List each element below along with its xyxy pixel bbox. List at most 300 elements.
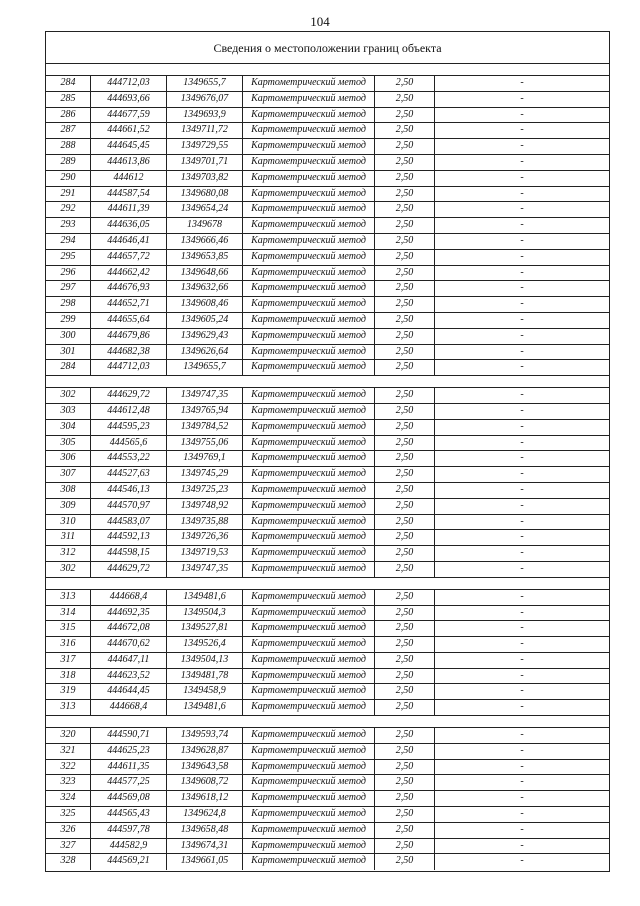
point-number-cell: 313 [46, 590, 91, 605]
description-cell: - [520, 685, 524, 697]
description-cell: - [520, 808, 524, 820]
accuracy-cell: 2,50 [375, 250, 435, 265]
method-cell: Картометрический метод [243, 404, 375, 419]
x-coordinate-cell: 444645,45 [91, 139, 167, 154]
x-coordinate-cell: 444583,07 [91, 515, 167, 530]
method-cell: Картометрический метод [243, 744, 375, 759]
point-number-cell: 315 [46, 621, 91, 636]
x-coordinate-cell: 444629,72 [91, 562, 167, 577]
description-cell: - [520, 298, 524, 310]
table-row [46, 313, 609, 329]
table-row [46, 700, 609, 716]
point-number-cell: 311 [46, 530, 91, 545]
table-row [46, 515, 609, 531]
accuracy-cell: 2,50 [375, 515, 435, 530]
accuracy-cell: 2,50 [375, 139, 435, 154]
table-row [46, 562, 609, 578]
accuracy-cell: 2,50 [375, 202, 435, 217]
table-row [46, 218, 609, 234]
accuracy-cell: 2,50 [375, 218, 435, 233]
method-cell: Картометрический метод [243, 123, 375, 138]
y-coordinate-cell: 1349626,64 [167, 345, 243, 360]
method-cell: Картометрический метод [243, 297, 375, 312]
description-cell: - [520, 77, 524, 88]
table-row [46, 684, 609, 700]
accuracy-cell: 2,50 [375, 499, 435, 514]
accuracy-cell: 2,50 [375, 562, 435, 577]
accuracy-cell: 2,50 [375, 234, 435, 249]
description-cell: - [520, 420, 524, 432]
x-coordinate-cell: 444652,71 [91, 297, 167, 312]
description-cell: - [520, 653, 524, 665]
table-row [46, 329, 609, 345]
point-number-cell: 328 [46, 854, 91, 870]
y-coordinate-cell: 1349653,85 [167, 250, 243, 265]
y-coordinate-cell: 1349618,12 [167, 791, 243, 806]
point-number-cell: 294 [46, 234, 91, 249]
description-cell: - [520, 483, 524, 495]
x-coordinate-cell: 444613,86 [91, 155, 167, 170]
description-cell: - [520, 108, 524, 120]
accuracy-cell: 2,50 [375, 637, 435, 652]
accuracy-cell: 2,50 [375, 155, 435, 170]
description-cell: - [520, 124, 524, 136]
description-cell: - [520, 436, 524, 448]
description-cell: - [520, 499, 524, 511]
description-cell: - [520, 155, 524, 167]
accuracy-cell: 2,50 [375, 807, 435, 822]
y-coordinate-cell: 1349481,6 [167, 590, 243, 605]
accuracy-cell: 2,50 [375, 483, 435, 498]
description-cell: - [520, 329, 524, 341]
accuracy-cell: 2,50 [375, 760, 435, 775]
accuracy-cell: 2,50 [375, 728, 435, 743]
table-row [46, 202, 609, 218]
y-coordinate-cell: 1349628,87 [167, 744, 243, 759]
x-coordinate-cell: 444629,72 [91, 388, 167, 403]
y-coordinate-cell: 1349608,72 [167, 775, 243, 790]
y-coordinate-cell: 1349643,58 [167, 760, 243, 775]
table-row [46, 360, 609, 376]
group-separator-row [46, 64, 609, 76]
x-coordinate-cell: 444590,71 [91, 728, 167, 743]
point-number-cell: 295 [46, 250, 91, 265]
table-row [46, 436, 609, 452]
table-row [46, 744, 609, 760]
x-coordinate-cell: 444597,78 [91, 823, 167, 838]
description-cell: - [520, 701, 524, 713]
x-coordinate-cell: 444546,13 [91, 483, 167, 498]
method-cell: Картометрический метод [243, 483, 375, 498]
x-coordinate-cell: 444623,52 [91, 669, 167, 684]
accuracy-cell: 2,50 [375, 684, 435, 699]
description-cell: - [520, 452, 524, 464]
method-cell: Картометрический метод [243, 700, 375, 715]
description-cell: - [520, 669, 524, 681]
description-cell: - [520, 468, 524, 480]
point-number-cell: 325 [46, 807, 91, 822]
x-coordinate-cell: 444570,97 [91, 499, 167, 514]
x-coordinate-cell: 444679,86 [91, 329, 167, 344]
table-row [46, 791, 609, 807]
y-coordinate-cell: 1349674,31 [167, 839, 243, 854]
x-coordinate-cell: 444587,54 [91, 187, 167, 202]
x-coordinate-cell: 444612,48 [91, 404, 167, 419]
y-coordinate-cell: 1349629,43 [167, 329, 243, 344]
method-cell: Картометрический метод [243, 155, 375, 170]
method-cell: Картометрический метод [243, 637, 375, 652]
page-number: 104 [310, 14, 330, 29]
method-cell: Картометрический метод [243, 313, 375, 328]
y-coordinate-cell: 1349711,72 [167, 123, 243, 138]
x-coordinate-cell: 444612 [91, 171, 167, 186]
x-coordinate-cell: 444657,72 [91, 250, 167, 265]
y-coordinate-cell: 1349747,35 [167, 562, 243, 577]
accuracy-cell: 2,50 [375, 839, 435, 854]
x-coordinate-cell: 444662,42 [91, 266, 167, 281]
x-coordinate-cell: 444655,64 [91, 313, 167, 328]
point-number-cell: 314 [46, 606, 91, 621]
description-cell: - [520, 839, 524, 851]
table-row [46, 854, 609, 870]
accuracy-cell: 2,50 [375, 404, 435, 419]
method-cell: Картометрический метод [243, 202, 375, 217]
method-cell: Картометрический метод [243, 807, 375, 822]
accuracy-cell: 2,50 [375, 420, 435, 435]
table-row [46, 234, 609, 250]
point-number-cell: 308 [46, 483, 91, 498]
method-cell: Картометрический метод [243, 515, 375, 530]
table-row [46, 187, 609, 203]
point-number-cell: 300 [46, 329, 91, 344]
y-coordinate-cell: 1349769,1 [167, 451, 243, 466]
y-coordinate-cell: 1349765,94 [167, 404, 243, 419]
table-row [46, 420, 609, 436]
table-row [46, 606, 609, 622]
point-number-cell: 316 [46, 637, 91, 652]
table-row [46, 823, 609, 839]
y-coordinate-cell: 1349527,81 [167, 621, 243, 636]
table-row [46, 108, 609, 124]
point-number-cell: 313 [46, 700, 91, 715]
y-coordinate-cell: 1349745,29 [167, 467, 243, 482]
x-coordinate-cell: 444676,93 [91, 281, 167, 296]
method-cell: Картометрический метод [243, 108, 375, 123]
point-number-cell: 319 [46, 684, 91, 699]
x-coordinate-cell: 444636,05 [91, 218, 167, 233]
method-cell: Картометрический метод [243, 684, 375, 699]
y-coordinate-cell: 1349661,05 [167, 854, 243, 870]
accuracy-cell: 2,50 [375, 345, 435, 360]
description-cell: - [520, 760, 524, 772]
description-cell: - [520, 361, 524, 373]
method-cell: Картометрический метод [243, 546, 375, 561]
accuracy-cell: 2,50 [375, 854, 435, 870]
point-number-cell: 302 [46, 388, 91, 403]
point-number-cell: 298 [46, 297, 91, 312]
y-coordinate-cell: 1349504,13 [167, 653, 243, 668]
y-coordinate-cell: 1349755,06 [167, 436, 243, 451]
table-row [46, 467, 609, 483]
accuracy-cell: 2,50 [375, 436, 435, 451]
description-cell: - [520, 590, 524, 602]
method-cell: Картометрический метод [243, 420, 375, 435]
x-coordinate-cell: 444693,66 [91, 92, 167, 107]
accuracy-cell: 2,50 [375, 700, 435, 715]
description-cell: - [520, 562, 524, 574]
accuracy-cell: 2,50 [375, 108, 435, 123]
y-coordinate-cell: 1349784,52 [167, 420, 243, 435]
accuracy-cell: 2,50 [375, 621, 435, 636]
accuracy-cell: 2,50 [375, 297, 435, 312]
description-cell: - [520, 389, 524, 401]
table-row [46, 775, 609, 791]
y-coordinate-cell: 1349624,8 [167, 807, 243, 822]
point-number-cell: 322 [46, 760, 91, 775]
y-coordinate-cell: 1349655,7 [167, 360, 243, 375]
table-row [46, 155, 609, 171]
point-number-cell: 286 [46, 108, 91, 123]
point-number-cell: 301 [46, 345, 91, 360]
accuracy-cell: 2,50 [375, 313, 435, 328]
table-row [46, 388, 609, 404]
x-coordinate-cell: 444527,63 [91, 467, 167, 482]
x-coordinate-cell: 444611,35 [91, 760, 167, 775]
y-coordinate-cell: 1349605,24 [167, 313, 243, 328]
method-cell: Картометрический метод [243, 562, 375, 577]
method-cell: Картометрический метод [243, 92, 375, 107]
method-cell: Картометрический метод [243, 791, 375, 806]
y-coordinate-cell: 1349726,36 [167, 530, 243, 545]
table-body [46, 64, 609, 870]
group-separator-row [46, 716, 609, 728]
table-row [46, 669, 609, 685]
y-coordinate-cell: 1349693,9 [167, 108, 243, 123]
method-cell: Картометрический метод [243, 530, 375, 545]
table-row [46, 637, 609, 653]
description-cell: - [520, 187, 524, 199]
description-cell: - [520, 622, 524, 634]
x-coordinate-cell: 444668,4 [91, 590, 167, 605]
accuracy-cell: 2,50 [375, 92, 435, 107]
x-coordinate-cell: 444565,6 [91, 436, 167, 451]
y-coordinate-cell: 1349632,66 [167, 281, 243, 296]
x-coordinate-cell: 444625,23 [91, 744, 167, 759]
y-coordinate-cell: 1349680,08 [167, 187, 243, 202]
method-cell: Картометрический метод [243, 218, 375, 233]
y-coordinate-cell: 1349719,53 [167, 546, 243, 561]
x-coordinate-cell: 444569,21 [91, 854, 167, 870]
point-number-cell: 302 [46, 562, 91, 577]
method-cell: Картометрический метод [243, 467, 375, 482]
x-coordinate-cell: 444611,39 [91, 202, 167, 217]
table-row [46, 92, 609, 108]
point-number-cell: 288 [46, 139, 91, 154]
x-coordinate-cell: 444598,15 [91, 546, 167, 561]
point-number-cell: 289 [46, 155, 91, 170]
point-number-cell: 284 [46, 76, 91, 91]
description-cell: - [520, 729, 524, 741]
y-coordinate-cell: 1349747,35 [167, 388, 243, 403]
description-cell: - [520, 140, 524, 152]
description-cell: - [520, 744, 524, 756]
description-cell: - [520, 606, 524, 618]
table-row [46, 839, 609, 855]
accuracy-cell: 2,50 [375, 823, 435, 838]
y-coordinate-cell: 1349481,6 [167, 700, 243, 715]
accuracy-cell: 2,50 [375, 606, 435, 621]
description-cell: - [520, 776, 524, 788]
method-cell: Картометрический метод [243, 653, 375, 668]
y-coordinate-cell: 1349648,66 [167, 266, 243, 281]
point-number-cell: 327 [46, 839, 91, 854]
x-coordinate-cell: 444565,43 [91, 807, 167, 822]
point-number-cell: 317 [46, 653, 91, 668]
y-coordinate-cell: 1349735,88 [167, 515, 243, 530]
group-separator-row [46, 578, 609, 590]
method-cell: Картометрический метод [243, 728, 375, 743]
table-row [46, 123, 609, 139]
accuracy-cell: 2,50 [375, 281, 435, 296]
point-number-cell: 323 [46, 775, 91, 790]
y-coordinate-cell: 1349655,7 [167, 76, 243, 91]
method-cell: Картометрический метод [243, 775, 375, 790]
method-cell: Картометрический метод [243, 345, 375, 360]
y-coordinate-cell: 1349526,4 [167, 637, 243, 652]
accuracy-cell: 2,50 [375, 669, 435, 684]
point-number-cell: 326 [46, 823, 91, 838]
x-coordinate-cell: 444677,59 [91, 108, 167, 123]
method-cell: Картометрический метод [243, 606, 375, 621]
x-coordinate-cell: 444712,03 [91, 76, 167, 91]
y-coordinate-cell: 1349458,9 [167, 684, 243, 699]
description-cell: - [520, 219, 524, 231]
method-cell: Картометрический метод [243, 187, 375, 202]
table-row [46, 139, 609, 155]
x-coordinate-cell: 444647,11 [91, 653, 167, 668]
accuracy-cell: 2,50 [375, 467, 435, 482]
method-cell: Картометрический метод [243, 329, 375, 344]
point-number-cell: 284 [46, 360, 91, 375]
point-number-cell: 292 [46, 202, 91, 217]
y-coordinate-cell: 1349504,3 [167, 606, 243, 621]
y-coordinate-cell: 1349725,23 [167, 483, 243, 498]
accuracy-cell: 2,50 [375, 530, 435, 545]
accuracy-cell: 2,50 [375, 123, 435, 138]
accuracy-cell: 2,50 [375, 775, 435, 790]
table-row [46, 451, 609, 467]
method-cell: Картометрический метод [243, 250, 375, 265]
table-row [46, 483, 609, 499]
x-coordinate-cell: 444682,38 [91, 345, 167, 360]
y-coordinate-cell: 1349676,07 [167, 92, 243, 107]
y-coordinate-cell: 1349666,46 [167, 234, 243, 249]
description-cell: - [520, 250, 524, 262]
accuracy-cell: 2,50 [375, 388, 435, 403]
point-number-cell: 291 [46, 187, 91, 202]
x-coordinate-cell: 444577,25 [91, 775, 167, 790]
point-number-cell: 296 [46, 266, 91, 281]
accuracy-cell: 2,50 [375, 171, 435, 186]
accuracy-cell: 2,50 [375, 76, 435, 91]
x-coordinate-cell: 444692,35 [91, 606, 167, 621]
method-cell: Картометрический метод [243, 621, 375, 636]
description-cell: - [520, 515, 524, 527]
method-cell: Картометрический метод [243, 234, 375, 249]
x-coordinate-cell: 444672,08 [91, 621, 167, 636]
table-row [46, 499, 609, 515]
table-row [46, 590, 609, 606]
table-row [46, 297, 609, 313]
point-number-cell: 303 [46, 404, 91, 419]
point-number-cell: 321 [46, 744, 91, 759]
x-coordinate-cell: 444661,52 [91, 123, 167, 138]
method-cell: Картометрический метод [243, 760, 375, 775]
method-cell: Картометрический метод [243, 854, 375, 870]
method-cell: Картометрический метод [243, 171, 375, 186]
description-cell: - [520, 234, 524, 246]
method-cell: Картометрический метод [243, 590, 375, 605]
description-cell: - [520, 266, 524, 278]
x-coordinate-cell: 444582,9 [91, 839, 167, 854]
x-coordinate-cell: 444644,45 [91, 684, 167, 699]
point-number-cell: 320 [46, 728, 91, 743]
point-number-cell: 318 [46, 669, 91, 684]
description-cell: - [520, 313, 524, 325]
y-coordinate-cell: 1349729,55 [167, 139, 243, 154]
table-row [46, 266, 609, 282]
point-number-cell: 285 [46, 92, 91, 107]
description-cell: - [520, 792, 524, 804]
point-number-cell: 305 [46, 436, 91, 451]
description-cell: - [520, 282, 524, 294]
table-row [46, 760, 609, 776]
table-row [46, 250, 609, 266]
point-number-cell: 297 [46, 281, 91, 296]
method-cell: Картометрический метод [243, 499, 375, 514]
accuracy-cell: 2,50 [375, 329, 435, 344]
description-cell: - [520, 638, 524, 650]
method-cell: Картометрический метод [243, 436, 375, 451]
description-cell: - [520, 171, 524, 183]
description-cell: - [520, 404, 524, 416]
table-row [46, 728, 609, 744]
point-number-cell: 293 [46, 218, 91, 233]
method-cell: Картометрический метод [243, 76, 375, 91]
table-row [46, 807, 609, 823]
accuracy-cell: 2,50 [375, 744, 435, 759]
table-row [46, 621, 609, 637]
accuracy-cell: 2,50 [375, 653, 435, 668]
accuracy-cell: 2,50 [375, 791, 435, 806]
description-cell: - [520, 855, 524, 867]
point-number-cell: 312 [46, 546, 91, 561]
table-row [46, 546, 609, 562]
y-coordinate-cell: 1349608,46 [167, 297, 243, 312]
y-coordinate-cell: 1349703,82 [167, 171, 243, 186]
y-coordinate-cell: 1349748,92 [167, 499, 243, 514]
point-number-cell: 287 [46, 123, 91, 138]
x-coordinate-cell: 444592,13 [91, 530, 167, 545]
method-cell: Картометрический метод [243, 451, 375, 466]
method-cell: Картометрический метод [243, 139, 375, 154]
y-coordinate-cell: 1349654,24 [167, 202, 243, 217]
point-number-cell: 306 [46, 451, 91, 466]
description-cell: - [520, 345, 524, 357]
x-coordinate-cell: 444670,62 [91, 637, 167, 652]
accuracy-cell: 2,50 [375, 590, 435, 605]
boundary-table [45, 31, 610, 872]
